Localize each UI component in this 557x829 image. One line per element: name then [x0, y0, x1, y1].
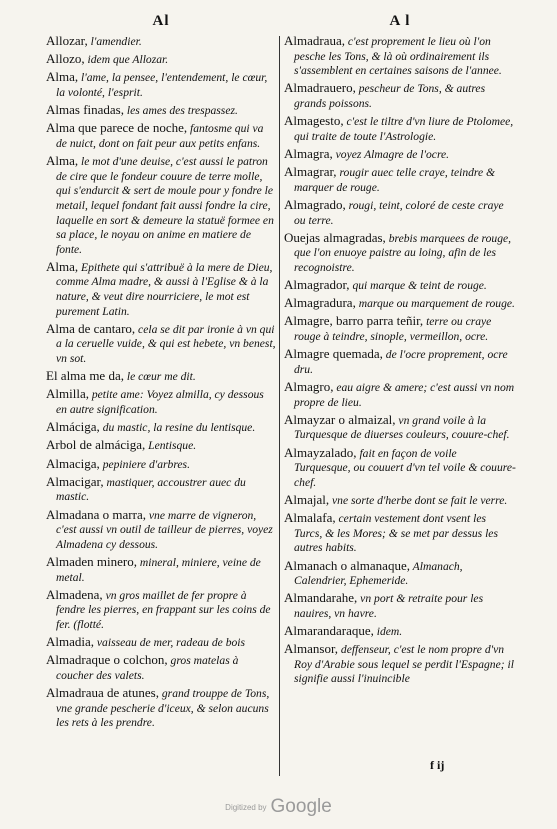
- entry-definition: petite ame: Voyez almilla, cy dessous en autre signification.: [56, 388, 264, 416]
- entry-definition: fait en façon de voile Turquesque, ou couuert d'vn tel voile & couure-chef.: [294, 446, 516, 489]
- entry-definition: gros matelas à coucher des valets.: [56, 654, 239, 682]
- entry-definition: c'est le tiltre d'vn liure de Ptolomee, qui traite de toute l'Astrologie.: [294, 115, 514, 143]
- entry-headword: Almadana o marra,: [46, 506, 146, 522]
- entry-definition: vn gros maillet de fer propre à fendre les pierres, en frappant sur les coins de fer. (flotté.: [56, 588, 271, 631]
- dictionary-entry: [46, 103, 276, 119]
- dictionary-entry: [284, 198, 516, 228]
- entry-definition: marque ou marquement de rouge.: [355, 297, 515, 311]
- dictionary-entry: [46, 588, 276, 633]
- entry-headword: Almadraua,: [284, 33, 346, 48]
- entry-headword: Almalafa,: [284, 510, 336, 526]
- dictionary-entry: [284, 624, 516, 640]
- left-running-header: Al: [152, 13, 170, 29]
- left-column: [46, 0, 276, 733]
- entry-headword: Almadia,: [46, 634, 95, 650]
- entry-headword: Allozo,: [46, 51, 85, 67]
- dictionary-entry: [46, 686, 276, 731]
- dictionary-entry: [284, 347, 516, 377]
- entry-definition: c'est proprement le lieu où l'on pesche les Tons, & là où ordinairement ils s'assemblent en certaines saisons de l'annee.: [294, 35, 502, 78]
- entry-headword: Alma,: [46, 69, 79, 85]
- entry-headword: Almagrar,: [284, 164, 337, 180]
- entry-headword: Almandarahe,: [284, 590, 358, 606]
- dictionary-entry: [284, 446, 516, 491]
- dictionary-entry: [46, 420, 276, 436]
- right-column: [284, 0, 516, 690]
- dictionary-entry: [46, 438, 276, 454]
- right-entry-list: [284, 34, 516, 687]
- dictionary-entry: [46, 387, 276, 417]
- entry-definition: l'amendier.: [87, 35, 142, 48]
- entry-definition: fantosme qui va de nuict, dont on fait peur aux petits enfans.: [56, 122, 264, 150]
- entry-headword: El alma me da,: [46, 368, 124, 384]
- entry-headword: Almas finadas,: [46, 102, 124, 118]
- dictionary-entry: [46, 121, 276, 151]
- dictionary-entry: [284, 559, 516, 589]
- entry-headword: Almagre, barro parra teñir,: [284, 313, 424, 329]
- dictionary-entry: [46, 70, 276, 100]
- entry-definition: le cœur me dit.: [123, 370, 196, 384]
- entry-headword: Arbol de almáciga,: [46, 437, 146, 453]
- entry-definition: Almanach, Calendrier, Ephemeride.: [294, 559, 463, 588]
- entry-headword: Allozar,: [46, 33, 88, 48]
- entry-headword: Almaden minero,: [46, 553, 137, 569]
- dictionary-entry: [284, 165, 516, 195]
- entry-headword: Almagesto,: [284, 113, 344, 129]
- entry-headword: Alma,: [46, 153, 79, 169]
- dictionary-entry: [46, 34, 276, 50]
- entry-definition: Lentisque.: [145, 439, 197, 453]
- entry-definition: vne sorte d'herbe dont se fait le verre.: [329, 493, 508, 507]
- dictionary-entry: [284, 81, 516, 111]
- entry-headword: Almadraque o colchon,: [46, 652, 168, 668]
- entry-headword: Almagrado,: [284, 196, 346, 212]
- watermark-logo: Google: [270, 796, 332, 817]
- entry-headword: Almarandaraque,: [284, 623, 374, 639]
- dictionary-entry: [46, 508, 276, 553]
- entry-headword: Almadraua de atunes,: [46, 685, 159, 701]
- entry-definition: rougi, teint, coloré de ceste craye ou terre.: [294, 198, 504, 227]
- dictionary-entry: [284, 34, 516, 79]
- dictionary-entry: [284, 511, 516, 556]
- entry-definition: eau aigre & amere; c'est aussi vn nom propre de lieu.: [294, 381, 515, 409]
- entry-headword: Almadrauero,: [284, 80, 356, 96]
- entry-headword: Alma que parece de noche,: [46, 120, 188, 136]
- dictionary-entry: [284, 493, 516, 509]
- watermark-prefix: Digitized by: [225, 802, 267, 812]
- dictionary-entry: [46, 635, 276, 651]
- entry-definition: vne marre de vigneron, c'est aussi vn outil de tailleur de pierres, voyez Almadena cy dessous.: [56, 508, 273, 551]
- entry-headword: Almáciga,: [46, 419, 100, 435]
- entry-headword: Almagrador,: [284, 277, 350, 293]
- entry-headword: Almadena,: [46, 586, 103, 602]
- dictionary-entry: [284, 296, 516, 312]
- entry-definition: terre ou craye rouge à teindre, sinople, vermeillon, ocre.: [294, 315, 492, 344]
- entry-headword: Almanach o almanaque,: [284, 557, 410, 573]
- entry-definition: du mastic, la resine du lentisque.: [99, 421, 256, 435]
- entry-definition: de l'ocre proprement, ocre dru.: [294, 348, 508, 376]
- entry-headword: Almaciga,: [46, 455, 100, 471]
- dictionary-entry: [46, 260, 276, 319]
- right-running-header: A l: [389, 13, 411, 29]
- entry-headword: Ouejas almagradas,: [284, 229, 386, 245]
- entry-definition: certain vestement dont vsent les Turcs, & les Mores; & se met par dessus les autres habits.: [294, 512, 498, 555]
- left-entry-list: [46, 34, 276, 731]
- entry-headword: Almilla,: [46, 386, 89, 402]
- entry-headword: Almagra,: [284, 145, 333, 161]
- entry-definition: deffenseur, c'est le nom propre d'vn Roy d'Arabie sous lequel se perdit l'Espagne; il signifie aussi l'inuincible: [294, 643, 514, 686]
- entry-definition: mineral, miniere, veine de metal.: [56, 555, 261, 584]
- google-watermark: [0, 796, 557, 818]
- dictionary-entry: [46, 322, 276, 367]
- entry-definition: le mot d'une deuise, c'est aussi le patron de cire que le fondeur couure de terre molle, qui s'endurcit & sert de moule pour y fondre le metail, lequel fondant fait aussi fondre la cire, laquelle en sort & demeure la statuë formee en sa place, le noyau on anime en matiere de fonte.: [56, 155, 274, 256]
- entry-definition: qui marque & teint de rouge.: [349, 279, 487, 293]
- entry-headword: Almagre quemada,: [284, 346, 383, 362]
- entry-headword: Alma de cantaro,: [46, 320, 136, 336]
- entry-headword: Almagradura,: [284, 295, 356, 311]
- dictionary-entry: [284, 591, 516, 621]
- entry-definition: l'ame, la pensee, l'entendement, le cœur, la volonté, l'esprit.: [56, 71, 268, 99]
- dictionary-entry: [46, 457, 276, 473]
- entry-definition: grand trouppe de Tons, vne grande pescherie d'iceux, & selon aucuns les rets à les prendre.: [56, 687, 270, 730]
- dictionary-entry: [284, 380, 516, 410]
- dictionary-entry: [46, 653, 276, 683]
- entry-definition: les ames des trespassez.: [123, 104, 238, 118]
- dictionary-entry: [284, 231, 516, 276]
- dictionary-entry: [46, 369, 276, 385]
- entry-headword: Almayzar o almaizal,: [284, 411, 396, 427]
- entry-definition: cela se dit par ironie à vn qui a la ceruelle vuide, & qui est hebete, vn benest, vn sot.: [56, 322, 276, 366]
- entry-definition: pescheur de Tons, & autres grands poissons.: [294, 82, 486, 110]
- signature-mark: f ij: [430, 758, 445, 772]
- dictionary-entry: [284, 147, 516, 163]
- entry-definition: Epithete qui s'attribuë à la mere de Dieu, comme Alma madre, & aussi à l'Eglise & à la nature, & veut dire nourriciere, le mot est purement Latin.: [56, 260, 273, 318]
- entry-definition: idem.: [373, 625, 403, 639]
- entry-definition: idem que Allozar.: [84, 53, 169, 67]
- entry-headword: Alma,: [46, 258, 79, 274]
- entry-headword: Almayzalado,: [284, 444, 357, 460]
- entry-definition: voyez Almagre de l'ocre.: [332, 147, 450, 161]
- entry-headword: Almansor,: [284, 641, 338, 657]
- entry-definition: rougir auec telle craye, teindre & marquer de rouge.: [294, 166, 496, 194]
- entry-headword: Almagro,: [284, 379, 334, 394]
- column-divider: [279, 36, 280, 776]
- dictionary-entry: [284, 642, 516, 687]
- entry-headword: Almacigar,: [46, 473, 104, 489]
- dictionary-entry: [284, 314, 516, 344]
- entry-definition: vn grand voile à la Turquesque de diuerses couleurs, couure-chef.: [294, 413, 510, 442]
- entry-headword: Almajal,: [284, 491, 330, 507]
- entry-definition: pepiniere d'arbres.: [99, 457, 190, 471]
- entry-definition: brebis marquees de rouge, que l'on enuoye paistre au loing, afin de les recognoistre.: [294, 231, 512, 274]
- dictionary-entry: [46, 475, 276, 505]
- entry-definition: vaisseau de mer, radeau de bois: [94, 636, 246, 650]
- dictionary-entry: [46, 52, 276, 68]
- entry-definition: vn port & retraite pour les nauires, vn havre.: [294, 592, 484, 620]
- dictionary-entry: [284, 114, 516, 144]
- dictionary-entry: [284, 278, 516, 294]
- dictionary-entry: [46, 154, 276, 257]
- entry-definition: mastiquer, accoustrer auec du mastic.: [56, 475, 246, 504]
- dictionary-entry: [46, 555, 276, 585]
- dictionary-entry: [284, 413, 516, 443]
